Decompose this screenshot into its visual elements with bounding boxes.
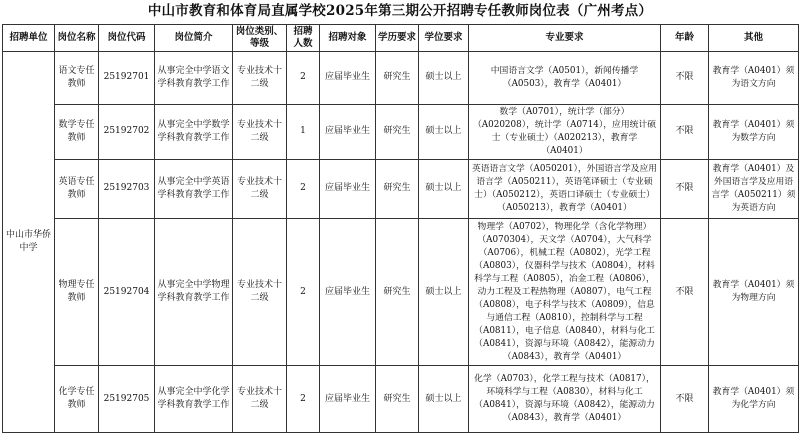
other-cell: 教育学（A0401）须为化学方向: [709, 366, 799, 433]
post-desc-cell: 从事完全中学物理学科教育教学工作: [155, 218, 233, 366]
major-cell: 化学（A0703），化学工程与技术（A0817），环境科学与工程（A0830），材料与化工（A0841），资源与环境（A0842），能源动力（A0843），教育学（A0401）: [469, 366, 661, 433]
count-cell: 1: [287, 104, 320, 160]
post-name-cell: 物理专任教师: [55, 218, 99, 366]
post-code-cell: 25192703: [99, 160, 155, 219]
post-code-cell: 25192702: [99, 104, 155, 160]
recruitment-table: [2, 24, 799, 433]
age-cell: 不限: [661, 160, 709, 219]
other-cell: 教育学（A0401）及外国语言学及应用语言学（A050211）须为英语方向: [709, 160, 799, 219]
table-row: [3, 52, 799, 105]
post-desc-cell: 从事完全中学语文学科教育教学工作: [155, 52, 233, 105]
count-cell: 2: [287, 366, 320, 433]
table-row: [3, 160, 799, 219]
target-cell: 应届毕业生: [320, 104, 376, 160]
page-title: 中山市教育和体育局直属学校2025年第三期公开招聘专任教师岗位表（广州考点）: [147, 3, 653, 19]
edu-cell: 研究生: [376, 104, 419, 160]
major-cell: 物理学（A0702），物理化学（含化学物理）（A070304），天文学（A0704），大气科学（A0706），机械工程（A0802），光学工程（A0803），仪器科学与技术（A0804），材料科学与工程（A0805），冶金工程（A0806），动力工程及工程热物理（A0807），电气工程（A0808），电子科学与技术（A0809），信息与通信工程（A0810），控制科学与工程（A0811），电子信息（A0840），材料与化工（A0841），资源与环境（A0842），能源动力（A0843），教育学（A0401）: [469, 218, 661, 366]
post-level-cell: 专业技术十二级: [233, 366, 287, 433]
age-cell: 不限: [661, 52, 709, 105]
header-age: 年龄: [661, 25, 709, 52]
header-edu: 学历要求: [376, 25, 419, 52]
count-cell: 2: [287, 218, 320, 366]
header-post-desc: 岗位简介: [155, 25, 233, 52]
major-cell: 英语语言文学（A050201），外国语言学及应用语言学（A050211），英语笔译硕士（专业硕士）（A050212），英语口译硕士（专业硕士）（A050213），教育学（A0401）: [469, 160, 661, 219]
target-cell: 应届毕业生: [320, 218, 376, 366]
header-post-code: 岗位代码: [99, 25, 155, 52]
age-cell: 不限: [661, 366, 709, 433]
post-code-cell: 25192701: [99, 52, 155, 105]
post-level-cell: 专业技术十二级: [233, 160, 287, 219]
target-cell: 应届毕业生: [320, 160, 376, 219]
major-cell: 中国语言文学（A0501），新闻传播学（A0503），教育学（A0401）: [469, 52, 661, 105]
other-cell: 教育学（A0401）须为物理方向: [709, 218, 799, 366]
post-name-cell: 英语专任教师: [55, 160, 99, 219]
header-major: 专业要求: [469, 25, 661, 52]
count-cell: 2: [287, 160, 320, 219]
count-cell: 2: [287, 52, 320, 105]
edu-cell: 研究生: [376, 366, 419, 433]
post-desc-cell: 从事完全中学数学学科教育教学工作: [155, 104, 233, 160]
post-level-cell: 专业技术十二级: [233, 218, 287, 366]
post-level-cell: 专业技术十二级: [233, 52, 287, 105]
degree-cell: 硕士以上: [419, 218, 469, 366]
post-name-cell: 数学专任教师: [55, 104, 99, 160]
age-cell: 不限: [661, 104, 709, 160]
major-cell: 数学（A0701），统计学（部分）（A020208），统计学（A0714），应用统计硕士（专业硕士）（A020213），教育学（A0401）: [469, 104, 661, 160]
table-row: [3, 218, 799, 366]
header-unit: 招聘单位: [3, 25, 55, 52]
degree-cell: 硕士以上: [419, 104, 469, 160]
post-name-cell: 语文专任教师: [55, 52, 99, 105]
edu-cell: 研究生: [376, 218, 419, 366]
header-degree: 学位要求: [419, 25, 469, 52]
degree-cell: 硕士以上: [419, 52, 469, 105]
post-code-cell: 25192705: [99, 366, 155, 433]
post-desc-cell: 从事完全中学化学学科教育教学工作: [155, 366, 233, 433]
post-name-cell: 化学专任教师: [55, 366, 99, 433]
header-count: 招聘人数: [287, 25, 320, 52]
edu-cell: 研究生: [376, 160, 419, 219]
header-post-level: 岗位类别、等级: [233, 25, 287, 52]
header-other: 其他: [709, 25, 799, 52]
other-cell: 教育学（A0401）须为数学方向: [709, 104, 799, 160]
header-target: 招聘对象: [320, 25, 376, 52]
post-level-cell: 专业技术十二级: [233, 104, 287, 160]
post-desc-cell: 从事完全中学英语学科教育教学工作: [155, 160, 233, 219]
edu-cell: 研究生: [376, 52, 419, 105]
table-row: [3, 366, 799, 433]
degree-cell: 硕士以上: [419, 366, 469, 433]
age-cell: 不限: [661, 218, 709, 366]
degree-cell: 硕士以上: [419, 160, 469, 219]
other-cell: 教育学（A0401）须为语文方向: [709, 52, 799, 105]
post-code-cell: 25192704: [99, 218, 155, 366]
header-row: [3, 25, 799, 52]
target-cell: 应届毕业生: [320, 52, 376, 105]
header-post-name: 岗位名称: [55, 25, 99, 52]
target-cell: 应届毕业生: [320, 366, 376, 433]
unit-cell: 中山市华侨中学: [3, 52, 55, 433]
table-row: [3, 104, 799, 160]
